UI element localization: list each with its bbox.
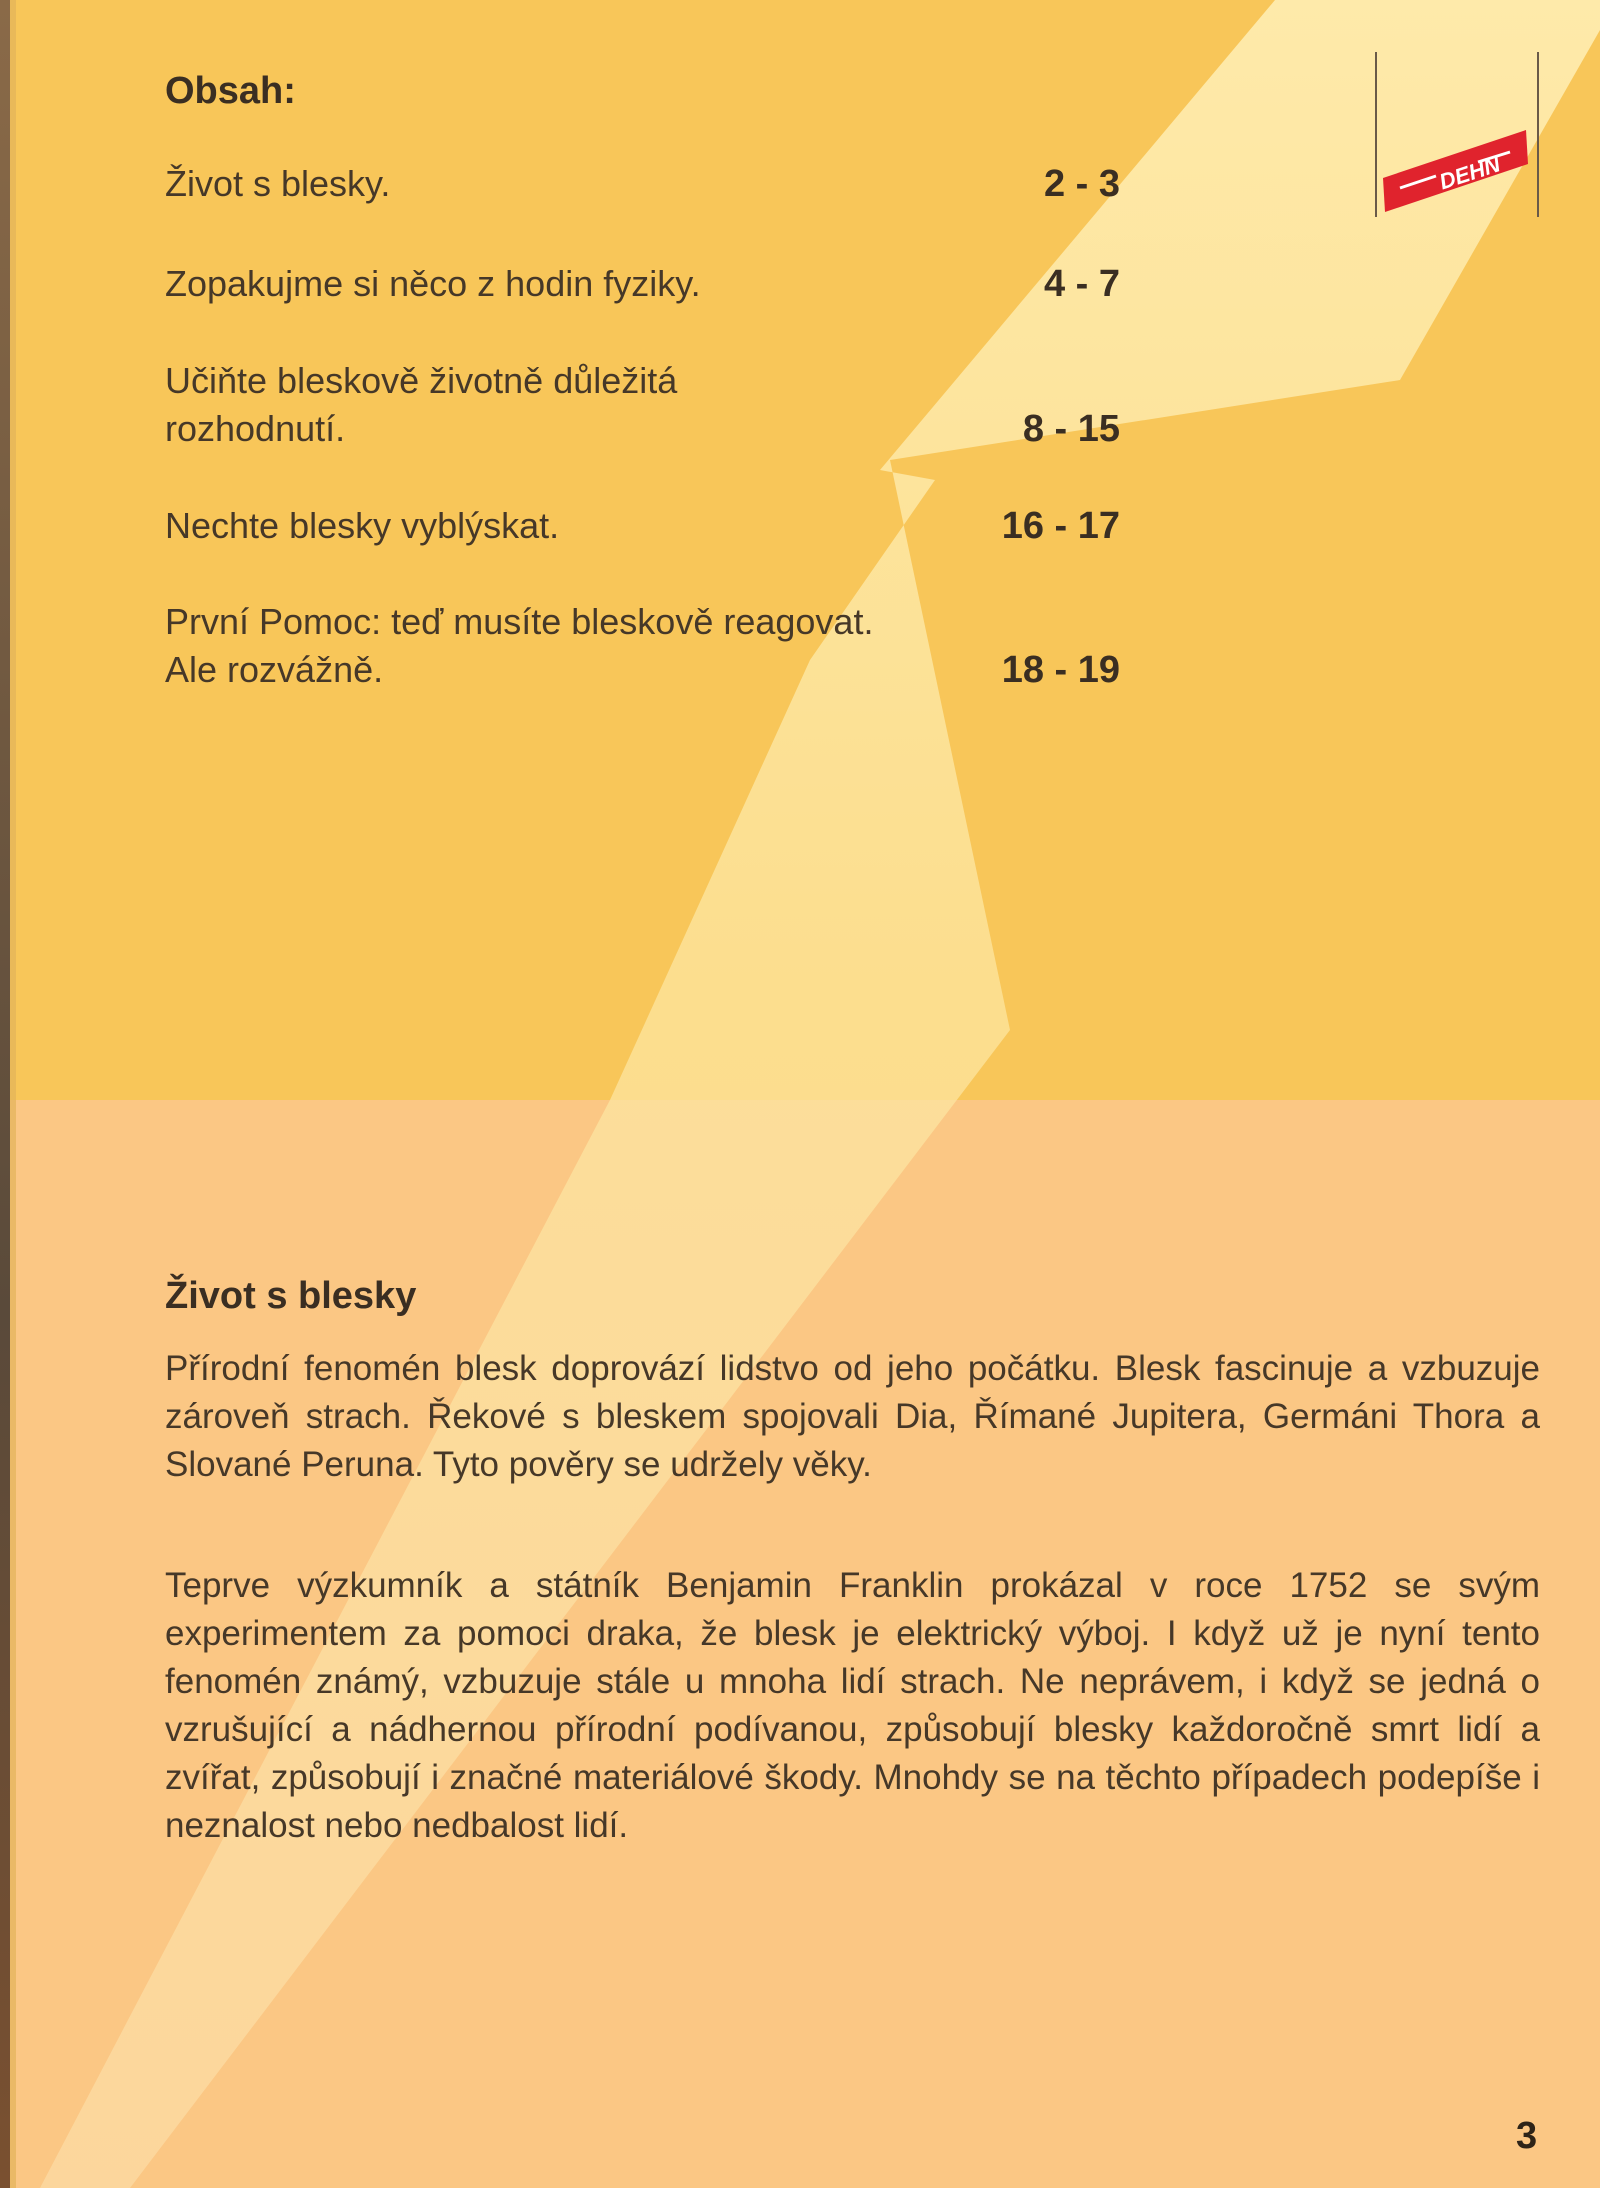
toc-entry [165, 502, 1120, 550]
page-number: 3 [1516, 2115, 1538, 2157]
toc-entry [165, 260, 1120, 308]
toc-entry-title: Učiňte bleskově životně důležitá [165, 360, 678, 401]
logo-text: DEHN [1436, 151, 1504, 195]
toc-entry-title: Zopakujme si něco z hodin fyziky. [165, 263, 701, 304]
toc-entry-title: Život s blesky. [165, 163, 391, 204]
dehn-logo [1378, 128, 1533, 218]
toc-entry-pages: 4 - 7 [1043, 263, 1120, 305]
toc-entry-pages: 18 - 19 [1001, 649, 1120, 691]
binding-edge [0, 0, 10, 2188]
toc-heading: Obsah: [165, 70, 296, 112]
toc-entry-pages: 16 - 17 [1001, 505, 1120, 547]
paragraph: Teprve výzkumník a státník Benjamin Franklin prokázal v roce 1752 se svým experimentem za pomoci draka, že blesk je elektrický výboj. I když už je nyní tento fenomén známý, vzbuzuje stále u mnoha lidí strach. Ne neprávem, i když se jedná o vzrušující a nádhernou přírodní podívanou, způsobují blesky každoročně smrt lidí a zvířat, způsobují i značné materiálové škody. Mnohdy se na těchto případech podepíše i neznalost nebo nedbalost lidí. [165, 1566, 1540, 1845]
toc-entry-title: První Pomoc: teď musíte bleskově reagovat. [165, 601, 874, 642]
toc-entry-pages: 2 - 3 [1043, 163, 1120, 205]
toc-entry [165, 598, 1120, 694]
binding-edge-highlight [10, 0, 16, 2188]
toc-entry-title-continued: Ale rozvážně. [165, 649, 384, 690]
toc-entry-title-continued: rozhodnutí. [165, 408, 346, 449]
toc-entry [165, 160, 1120, 208]
toc-entry-title: Nechte blesky vyblýskat. [165, 505, 560, 546]
toc-entry [165, 357, 1120, 453]
section-title: Život s blesky [165, 1275, 417, 1317]
toc-entry-pages: 8 - 15 [1022, 408, 1120, 450]
paragraph: Přírodní fenomén blesk doprovází lidstvo od jeho počátku. Blesk fascinuje a vzbuzuje zároveň strach. Řekové s bleskem spojovali Dia, Římané Jupitera, Germáni Thora a Slované Peruna. Tyto pověry se udržely věky. [165, 1349, 1540, 1484]
